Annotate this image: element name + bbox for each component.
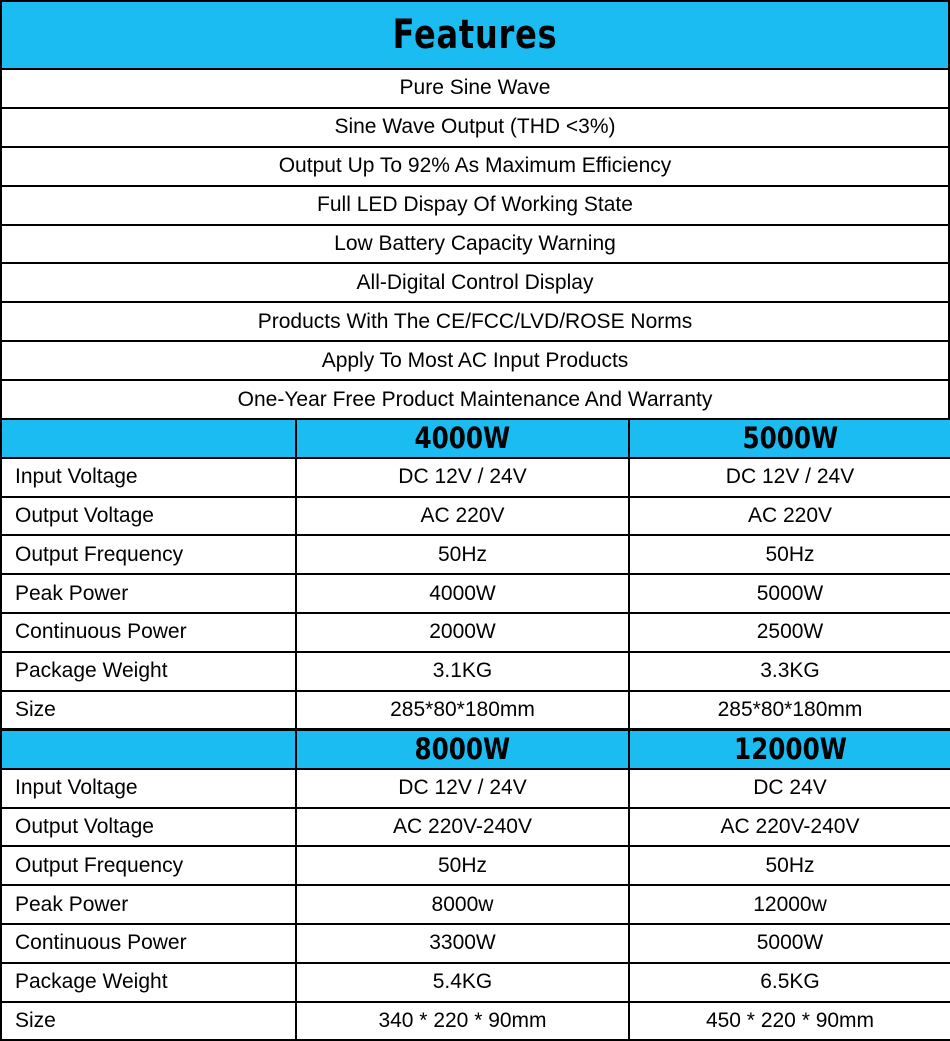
- cell-value: 5000W: [629, 924, 950, 963]
- row-label: Size: [1, 1002, 296, 1041]
- row-label: Output Frequency: [1, 846, 296, 885]
- cell-value: AC 220V: [296, 497, 629, 536]
- table-row: [1, 535, 950, 574]
- cell-value: 50Hz: [296, 846, 629, 885]
- model-header: [629, 730, 950, 769]
- table-row: [1, 613, 950, 652]
- feature-item: One-Year Free Product Maintenance And Warranty: [0, 381, 950, 420]
- table-row: [1, 963, 950, 1002]
- row-label: Continuous Power: [1, 924, 296, 963]
- cell-value: 8000w: [296, 885, 629, 924]
- row-label: Size: [1, 691, 296, 730]
- cell-value: 5000W: [629, 574, 950, 613]
- cell-value: 50Hz: [296, 535, 629, 574]
- table-row: [1, 691, 950, 730]
- model-header: [296, 730, 629, 769]
- cell-value: 12000w: [629, 885, 950, 924]
- row-label: Output Frequency: [1, 535, 296, 574]
- model-name: 8000W: [414, 732, 511, 767]
- cell-value: AC 220V-240V: [296, 808, 629, 847]
- model-header: [296, 419, 629, 458]
- cell-value: DC 12V / 24V: [296, 769, 629, 808]
- row-label: Package Weight: [1, 963, 296, 1002]
- table-row: [1, 458, 950, 497]
- cell-value: DC 24V: [629, 769, 950, 808]
- features-title: Features: [392, 12, 558, 58]
- table-row: [1, 885, 950, 924]
- cell-value: AC 220V: [629, 497, 950, 536]
- cell-value: DC 12V / 24V: [296, 458, 629, 497]
- row-label: Continuous Power: [1, 613, 296, 652]
- spec-table-4000-5000: [0, 418, 950, 730]
- feature-item: Apply To Most AC Input Products: [0, 342, 950, 381]
- spec-table-header-row: [1, 419, 950, 458]
- cell-value: 50Hz: [629, 535, 950, 574]
- cell-value: 5.4KG: [296, 963, 629, 1002]
- feature-item: Products With The CE/FCC/LVD/ROSE Norms: [0, 303, 950, 342]
- cell-value: 3.3KG: [629, 652, 950, 691]
- feature-item: Sine Wave Output (THD <3%): [0, 109, 950, 148]
- cell-value: AC 220V-240V: [629, 808, 950, 847]
- cell-value: 6.5KG: [629, 963, 950, 1002]
- row-label: Output Voltage: [1, 808, 296, 847]
- spec-table-8000-12000: [0, 729, 950, 1041]
- feature-item: All-Digital Control Display: [0, 264, 950, 303]
- spec-header-blank: [1, 730, 296, 769]
- features-header: [0, 0, 950, 70]
- cell-value: 340 * 220 * 90mm: [296, 1002, 629, 1041]
- table-row: [1, 924, 950, 963]
- feature-item: Pure Sine Wave: [0, 70, 950, 109]
- feature-item: Low Battery Capacity Warning: [0, 226, 950, 265]
- table-row: [1, 652, 950, 691]
- table-row: [1, 574, 950, 613]
- cell-value: 50Hz: [629, 846, 950, 885]
- cell-value: 285*80*180mm: [296, 691, 629, 730]
- cell-value: 285*80*180mm: [629, 691, 950, 730]
- model-header: [629, 419, 950, 458]
- feature-item: Output Up To 92% As Maximum Efficiency: [0, 148, 950, 187]
- cell-value: 4000W: [296, 574, 629, 613]
- cell-value: 450 * 220 * 90mm: [629, 1002, 950, 1041]
- spec-header-blank: [1, 419, 296, 458]
- table-row: [1, 1002, 950, 1041]
- cell-value: 2000W: [296, 613, 629, 652]
- table-row: [1, 769, 950, 808]
- model-name: 12000W: [733, 732, 847, 767]
- row-label: Input Voltage: [1, 769, 296, 808]
- row-label: Peak Power: [1, 574, 296, 613]
- row-label: Package Weight: [1, 652, 296, 691]
- spec-table-header-row: [1, 730, 950, 769]
- model-name: 4000W: [414, 421, 511, 456]
- table-row: [1, 808, 950, 847]
- row-label: Input Voltage: [1, 458, 296, 497]
- cell-value: 3300W: [296, 924, 629, 963]
- cell-value: 2500W: [629, 613, 950, 652]
- row-label: Peak Power: [1, 885, 296, 924]
- row-label: Output Voltage: [1, 497, 296, 536]
- cell-value: 3.1KG: [296, 652, 629, 691]
- table-row: [1, 846, 950, 885]
- feature-item: Full LED Dispay Of Working State: [0, 187, 950, 226]
- features-list: [0, 70, 950, 420]
- model-name: 5000W: [742, 421, 838, 456]
- table-row: [1, 497, 950, 536]
- cell-value: DC 12V / 24V: [629, 458, 950, 497]
